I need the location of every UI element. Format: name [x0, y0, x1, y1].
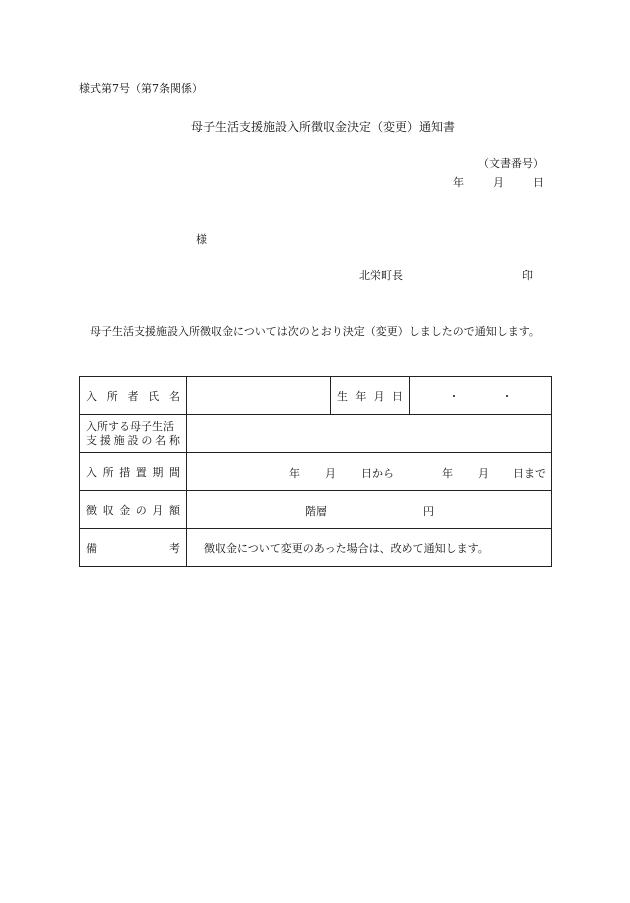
- facility-label-line2-char: 施: [113, 433, 125, 447]
- table-row-name: [80, 377, 552, 415]
- date-line: [453, 174, 544, 190]
- date-day: 日: [533, 176, 544, 189]
- yen-label: 円: [423, 504, 434, 518]
- table-row-facility: [80, 415, 552, 453]
- period-label-char: 入: [86, 465, 97, 479]
- period-label-char: 置: [135, 465, 147, 479]
- date-month: 月: [493, 176, 504, 189]
- notice-body: 母子生活支援施設入所徴収金については次のとおり決定（変更）しましたので通知します。: [90, 325, 540, 338]
- resident-name-label-char: 氏: [148, 389, 160, 403]
- period-label-char: 期: [152, 465, 164, 479]
- period-cell: [187, 453, 552, 491]
- facility-label: [80, 415, 187, 453]
- monthly-fee-label-char: 月: [152, 503, 164, 517]
- remarks-label-left: 備: [86, 541, 97, 555]
- doc-number: （文書番号）: [478, 157, 544, 170]
- birthdate-label-char: 日: [391, 389, 403, 403]
- monthly-fee-cell: [187, 491, 552, 529]
- monthly-fee-label-char: 金: [119, 503, 131, 517]
- monthly-fee-label: [80, 491, 187, 529]
- resident-name-label-char: 所: [106, 389, 118, 403]
- resident-name-label: [80, 377, 187, 415]
- monthly-fee-label-char: 収: [102, 503, 114, 517]
- birthdate-label-char: 年: [355, 389, 367, 403]
- remarks-label-right: 考: [169, 541, 180, 555]
- facility-cell: [187, 415, 552, 453]
- facility-label-line2-char: 称: [168, 433, 180, 447]
- birthdate-label-char: 生: [337, 389, 348, 403]
- period-label: [80, 453, 187, 491]
- form-number: 様式第7号（第7条関係）: [79, 82, 203, 95]
- tier-label: 階層: [305, 504, 327, 518]
- issuer-name: 北栄町長: [359, 269, 403, 282]
- table-row-period: [80, 453, 552, 491]
- document-title: 母子生活支援施設入所徴収金決定（変更）通知書: [191, 120, 456, 134]
- facility-label-line1: 入所する母子生活: [86, 419, 174, 433]
- remarks-label: [80, 529, 187, 567]
- period-from-day: 日から: [361, 466, 394, 480]
- period-label-char: 措: [119, 465, 131, 479]
- resident-name-label-char: 者: [127, 389, 139, 403]
- period-label-char: 間: [168, 465, 180, 479]
- remarks-text: 徴収金について変更のあった場合は、改めて通知します。: [204, 541, 489, 555]
- period-from-month: 月: [325, 466, 336, 480]
- period-to-year: 年: [442, 466, 453, 480]
- monthly-fee-label-char: 徴: [86, 503, 97, 517]
- addressee-suffix: 様: [196, 233, 207, 246]
- resident-name-cell: [187, 377, 331, 415]
- period-to-month: 月: [478, 466, 489, 480]
- resident-name-label-char: 名: [169, 389, 180, 403]
- facility-label-line2-char: 設: [127, 433, 139, 447]
- table-row-fee: [80, 491, 552, 529]
- birthdate-label-char: 月: [373, 389, 385, 403]
- monthly-fee-label-char: の: [135, 503, 147, 517]
- date-year: 年: [453, 176, 464, 189]
- period-to-day: 日まで: [513, 466, 546, 480]
- birth-dot-1: ・: [448, 389, 460, 403]
- resident-name-label-char: 入: [86, 389, 97, 403]
- fee-table: [79, 376, 552, 567]
- table-row-remarks: [80, 529, 552, 567]
- facility-label-line2-char: 援: [99, 433, 111, 447]
- period-from-year: 年: [289, 466, 300, 480]
- birth-dot-2: ・: [501, 389, 513, 403]
- seal-mark: 印: [522, 269, 533, 282]
- birthdate-label: [331, 377, 410, 415]
- period-label-char: 所: [102, 465, 114, 479]
- monthly-fee-label-char: 額: [168, 503, 180, 517]
- facility-label-line2-char: 支: [86, 433, 97, 447]
- birthdate-cell: [410, 377, 552, 415]
- facility-label-line2-char: 名: [155, 433, 167, 447]
- facility-label-line2-char: の: [141, 433, 153, 447]
- remarks-cell: [187, 529, 552, 567]
